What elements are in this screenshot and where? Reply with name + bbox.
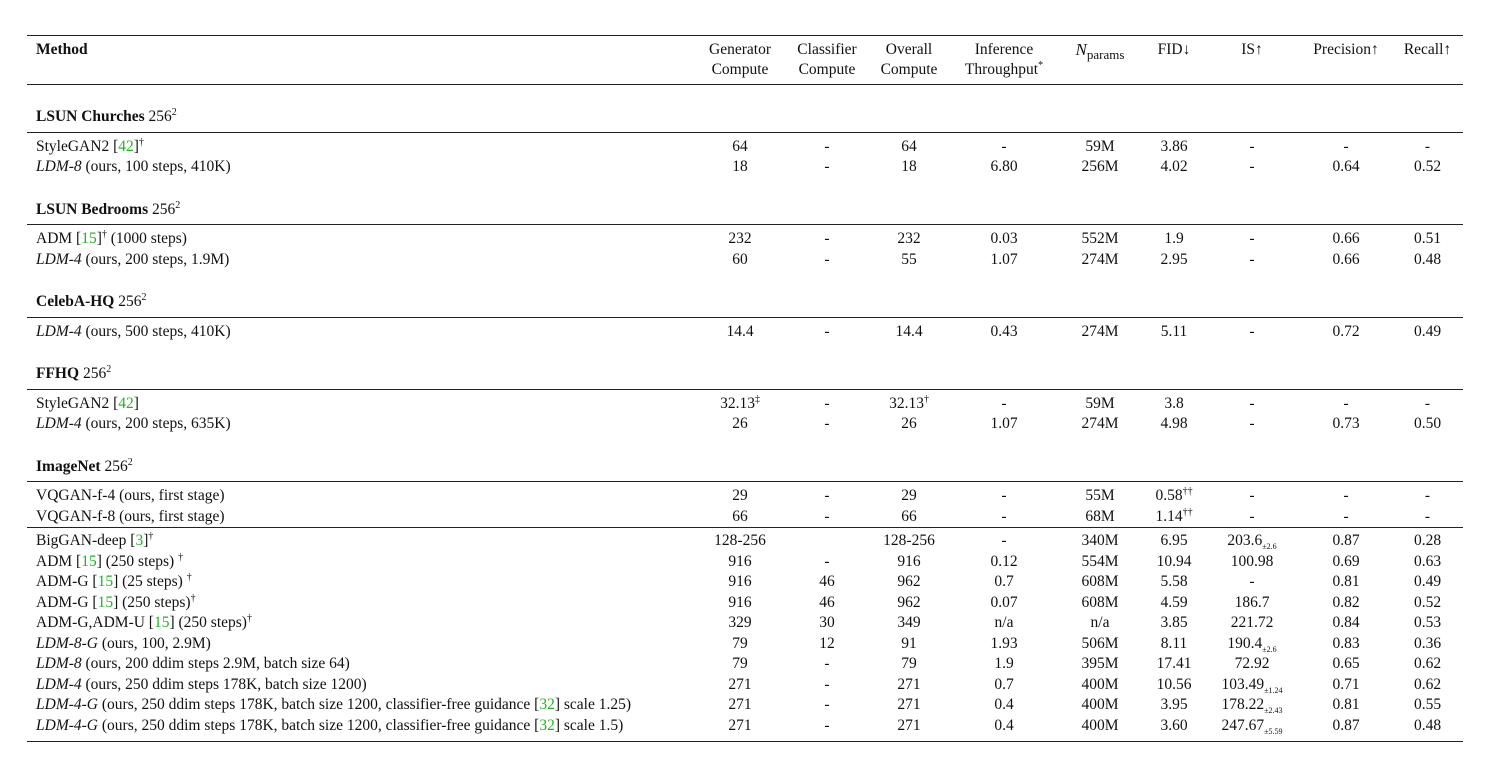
recall-cell: 0.62 — [1413, 675, 1442, 693]
is-cell: 186.7 — [1234, 593, 1270, 611]
overall-compute-cell: 349 — [897, 614, 921, 631]
recall-cell: 0.62 — [1413, 655, 1442, 672]
footnote-mark: † — [178, 551, 184, 563]
recall-cell: 0.48 — [1392, 716, 1463, 742]
generator-compute-cell: 271 — [728, 675, 752, 693]
method-cell: ADM [15] (250 steps) † — [36, 551, 184, 570]
group-header-row — [27, 342, 1463, 389]
citation-link: 42 — [118, 137, 134, 155]
is-std: ±2.43 — [1264, 706, 1283, 716]
is-cell: 221.72 — [1230, 614, 1274, 631]
fid-cell: 4.02 — [1160, 158, 1188, 175]
generator-compute-cell: 271 — [692, 716, 788, 742]
method-cell: LDM-4-G (ours, 250 ddim steps 178K, batch size 1200, classifier-free guidance [32] scale 1.5) — [27, 716, 692, 742]
classifier-compute-cell: - — [824, 655, 830, 672]
fid-cell: 0.58†† — [1144, 482, 1204, 507]
throughput-cell: - — [952, 528, 1056, 552]
citation-link: 15 — [97, 573, 114, 590]
generator-compute-cell: 79 — [732, 655, 748, 672]
classifier-compute-cell: - — [824, 250, 830, 268]
generator-compute-cell: 18 — [732, 158, 748, 175]
table-row — [27, 695, 1463, 716]
precision-cell: 0.73 — [1332, 415, 1360, 432]
header-overall-compute: Overall Compute — [880, 41, 938, 78]
method-cell: LDM-8-G (ours, 100, 2.9M) — [36, 634, 211, 652]
nparams-cell: 256M — [1081, 158, 1119, 175]
table-row — [27, 250, 1463, 271]
resolution-exponent: 2 — [171, 106, 177, 118]
throughput-cell: 1.93 — [990, 634, 1018, 652]
precision-cell: 0.66 — [1300, 225, 1392, 250]
nparams-cell: 554M — [1081, 552, 1119, 570]
precision-cell: 0.66 — [1332, 250, 1360, 268]
overall-compute-cell: 128-256 — [866, 528, 952, 552]
classifier-compute-cell: - — [788, 716, 866, 742]
fid-cell: 5.58 — [1160, 573, 1188, 590]
throughput-cell: 1.07 — [990, 250, 1018, 268]
generator-compute-cell: 916 — [728, 552, 752, 570]
group-title — [27, 178, 1463, 225]
fid-cell: 2.95 — [1160, 250, 1188, 268]
fid-cell: 3.60 — [1144, 716, 1204, 742]
nparams-cell: 400M — [1056, 716, 1144, 742]
table-row — [27, 507, 1463, 528]
dataset-name: LSUN Churches — [36, 108, 145, 125]
generator-compute-cell: 128-256 — [692, 528, 788, 552]
is-cell: - — [1249, 158, 1255, 175]
method-cell: VQGAN-f-8 (ours, first stage) — [36, 507, 225, 525]
nparams-cell: 395M — [1081, 655, 1119, 672]
header-method: Method — [36, 41, 88, 58]
overall-compute-cell: 32.13† — [866, 389, 952, 414]
is-std: ±2.6 — [1262, 542, 1277, 552]
group-header-row — [27, 85, 1463, 133]
dataset-name: ImageNet — [36, 457, 101, 475]
table-row — [27, 317, 1463, 342]
recall-cell: 0.53 — [1413, 614, 1442, 631]
generator-compute-cell: 232 — [692, 225, 788, 250]
overall-compute-cell: 14.4 — [866, 317, 952, 342]
table-row — [27, 634, 1463, 655]
throughput-cell: 0.7 — [994, 573, 1014, 590]
precision-cell: - — [1300, 132, 1392, 157]
precision-cell: 0.83 — [1332, 634, 1360, 652]
overall-compute-cell: 271 — [897, 696, 921, 713]
method-cell: LDM-8 (ours, 100 steps, 410K) — [36, 158, 231, 175]
nparams-cell: 608M — [1081, 573, 1119, 590]
nparams-cell: 400M — [1081, 675, 1119, 693]
superscript-mark: †† — [1182, 506, 1193, 518]
method-name-italic: LDM-4-G — [36, 696, 98, 713]
citation-link: 15 — [81, 230, 97, 247]
table-row — [27, 654, 1463, 675]
precision-cell: - — [1300, 482, 1392, 507]
overall-compute-cell: 29 — [866, 482, 952, 507]
nparams-cell: 59M — [1056, 132, 1144, 157]
method-cell: ADM-G,ADM-U [15] (250 steps)† — [36, 612, 252, 631]
method-cell: LDM-4 (ours, 250 ddim steps 178K, batch size 1200) — [36, 675, 367, 693]
throughput-cell: 0.7 — [994, 675, 1014, 693]
method-name-italic: LDM-8 — [36, 655, 82, 672]
table-row — [27, 225, 1463, 250]
classifier-compute-cell: 30 — [819, 614, 835, 631]
header-precision: Precision↑ — [1313, 41, 1379, 58]
precision-cell: - — [1300, 389, 1392, 414]
method-cell: LDM-4-G (ours, 250 ddim steps 178K, batch size 1200, classifier-free guidance [32] scale 1.25) — [36, 696, 631, 713]
overall-compute-cell: 916 — [897, 552, 921, 570]
method-cell: BigGAN-deep [3]† — [27, 528, 692, 552]
throughput-cell: 0.03 — [952, 225, 1056, 250]
fid-cell: 4.98 — [1160, 415, 1188, 432]
header-fid: FID↓ — [1157, 41, 1191, 58]
group-title — [27, 342, 1463, 389]
method-cell: LDM-4 (ours, 200 steps, 1.9M) — [36, 250, 230, 268]
method-name-italic: LDM-4-G — [36, 716, 98, 734]
generator-compute-cell: 271 — [728, 696, 752, 713]
method-cell: StyleGAN2 [42]† — [27, 132, 692, 157]
method-cell: VQGAN-f-4 (ours, first stage) — [27, 482, 692, 507]
recall-cell: 0.50 — [1413, 415, 1442, 432]
precision-cell: 0.82 — [1332, 593, 1360, 611]
nparams-cell: 506M — [1081, 634, 1119, 652]
classifier-compute-cell: 12 — [819, 634, 835, 652]
generator-compute-cell: 916 — [728, 573, 752, 590]
is-cell: - — [1204, 132, 1300, 157]
method-cell: LDM-8 (ours, 200 ddim steps 2.9M, batch size 64) — [36, 655, 350, 672]
throughput-cell: 1.07 — [990, 415, 1018, 432]
fid-cell: 8.11 — [1160, 634, 1188, 652]
overall-compute-cell: 26 — [901, 415, 917, 432]
nparams-cell: 68M — [1085, 507, 1115, 525]
throughput-cell: 0.4 — [952, 716, 1056, 742]
resolution: $256^2$ — [104, 456, 133, 475]
header-generator-compute: Generator Compute — [709, 41, 771, 78]
classifier-compute-cell: 46 — [819, 573, 835, 590]
table-row — [27, 132, 1463, 157]
method-cell: LDM-4 (ours, 200 steps, 635K) — [36, 415, 231, 432]
table-row — [27, 613, 1463, 634]
table-row — [27, 389, 1463, 414]
is-cell: $190.4_{\pm 2.6}$ — [1227, 634, 1277, 654]
header-is: IS↑ — [1241, 41, 1263, 58]
method-cell: ADM [15]† (1000 steps) — [27, 225, 692, 250]
method-cell: LDM-4 (ours, 500 steps, 410K) — [27, 317, 692, 342]
recall-cell: 0.28 — [1392, 528, 1463, 552]
classifier-compute-cell: - — [824, 415, 830, 432]
overall-compute-cell: 55 — [901, 250, 917, 268]
generator-compute-cell: 66 — [732, 507, 748, 525]
recall-cell: 0.49 — [1392, 317, 1463, 342]
group-header-row — [27, 270, 1463, 317]
method-cell: StyleGAN2 [42] — [27, 389, 692, 414]
is-cell: - — [1204, 482, 1300, 507]
group-title — [27, 270, 1463, 317]
fid-cell: 3.95 — [1160, 696, 1188, 713]
is-cell: 72.92 — [1234, 655, 1270, 672]
is-std: ±5.59 — [1264, 726, 1283, 736]
is-cell: - — [1249, 507, 1255, 525]
precision-cell: 0.81 — [1332, 573, 1360, 590]
fid-cell: 1.9 — [1144, 225, 1204, 250]
fid-cell: 6.95 — [1144, 528, 1204, 552]
overall-compute-cell: 232 — [866, 225, 952, 250]
is-cell: $178.22_{\pm 2.43}$ — [1221, 696, 1283, 716]
classifier-compute-cell: - — [824, 696, 830, 713]
table-row — [27, 552, 1463, 573]
generator-compute-cell: 79 — [732, 634, 748, 652]
superscript-mark: † — [923, 393, 929, 405]
throughput-cell: 6.80 — [990, 158, 1018, 175]
generator-compute-cell: 26 — [732, 415, 748, 432]
throughput-cell: - — [952, 389, 1056, 414]
recall-cell: 0.48 — [1413, 250, 1442, 268]
classifier-compute-cell: - — [824, 158, 830, 175]
fid-cell: 3.86 — [1144, 132, 1204, 157]
group-header-row — [27, 178, 1463, 225]
is-cell: - — [1204, 389, 1300, 414]
resolution-exponent: 2 — [175, 199, 181, 211]
throughput-cell: 0.4 — [994, 696, 1014, 713]
classifier-compute-cell: - — [788, 389, 866, 414]
method-cell: ADM-G [15] (25 steps) † — [36, 571, 192, 590]
classifier-compute-cell: - — [824, 507, 830, 525]
precision-cell: 0.87 — [1300, 528, 1392, 552]
group-header-row — [27, 435, 1463, 482]
overall-compute-cell: 66 — [901, 507, 917, 525]
fid-cell: 3.8 — [1144, 389, 1204, 414]
recall-cell: - — [1392, 389, 1463, 414]
results-table — [27, 35, 1463, 742]
fid-cell: 1.14†† — [1155, 506, 1193, 525]
superscript-mark: ‡ — [754, 393, 760, 405]
table-row — [27, 528, 1463, 552]
results-table-container — [27, 35, 1463, 742]
fid-cell: 5.11 — [1144, 317, 1204, 342]
recall-cell: 0.55 — [1413, 696, 1442, 713]
nparams-cell: 274M — [1081, 250, 1119, 268]
generator-compute-cell: 60 — [732, 250, 748, 268]
generator-compute-cell: 14.4 — [692, 317, 788, 342]
precision-cell: 0.71 — [1332, 675, 1360, 693]
precision-cell: 0.64 — [1332, 158, 1360, 175]
overall-compute-cell: 64 — [866, 132, 952, 157]
recall-cell: 0.52 — [1413, 593, 1442, 611]
header-nparams: $N_{params}$ — [1075, 40, 1125, 63]
table-row — [27, 675, 1463, 696]
table-row — [27, 414, 1463, 435]
precision-cell: 0.84 — [1332, 614, 1360, 631]
classifier-compute-cell: - — [788, 132, 866, 157]
overall-compute-cell: 18 — [901, 158, 917, 175]
dataset-name: CelebA-HQ — [36, 293, 115, 310]
recall-cell: - — [1392, 482, 1463, 507]
recall-cell: 0.36 — [1413, 634, 1442, 652]
header-classifier-compute: Classifier Compute — [797, 41, 857, 78]
classifier-compute-cell: - — [824, 552, 830, 570]
nparams-cell: 274M — [1081, 415, 1119, 432]
group-title — [27, 85, 1463, 133]
nparams-cell: 274M — [1056, 317, 1144, 342]
group-title — [27, 435, 1463, 482]
recall-cell: 0.52 — [1413, 158, 1442, 175]
table-row — [27, 482, 1463, 507]
classifier-compute-cell: - — [788, 317, 866, 342]
nparams-cell: 55M — [1056, 482, 1144, 507]
dataset-name: FFHQ — [36, 365, 80, 382]
method-name-italic: LDM-4 — [36, 322, 82, 340]
generator-compute-cell: 29 — [692, 482, 788, 507]
resolution: $256^2$ — [82, 363, 112, 382]
is-cell: - — [1249, 573, 1255, 590]
recall-cell: 0.49 — [1413, 573, 1442, 590]
fid-cell: 17.41 — [1156, 655, 1192, 672]
throughput-cell: - — [952, 132, 1056, 157]
nparams-cell: n/a — [1090, 614, 1110, 631]
throughput-cell: - — [952, 482, 1056, 507]
method-name-italic: LDM-4 — [36, 415, 82, 432]
is-cell: $247.67_{\pm 5.59}$ — [1204, 716, 1300, 742]
classifier-compute-cell: - — [788, 482, 866, 507]
is-cell: - — [1249, 415, 1255, 432]
method-cell: ADM-G [15] (250 steps)† — [36, 592, 196, 611]
classifier-compute-cell — [788, 528, 866, 552]
throughput-cell: n/a — [994, 614, 1014, 631]
classifier-compute-cell: - — [824, 675, 830, 693]
recall-cell: 0.51 — [1392, 225, 1463, 250]
is-cell: - — [1204, 317, 1300, 342]
overall-compute-cell: 962 — [897, 593, 921, 611]
overall-compute-cell: 79 — [901, 655, 917, 672]
resolution: $256^2$ — [148, 106, 177, 125]
generator-compute-cell: 329 — [728, 614, 752, 631]
overall-compute-cell: 271 — [897, 675, 921, 693]
throughput-cell: 1.9 — [994, 655, 1014, 672]
nparams-cell: 340M — [1056, 528, 1144, 552]
resolution-exponent: 2 — [141, 291, 147, 303]
is-cell: $103.49_{\pm 1.24}$ — [1221, 675, 1283, 695]
method-name-italic: LDM-4 — [36, 250, 82, 268]
recall-cell: - — [1392, 132, 1463, 157]
table-row — [27, 157, 1463, 178]
precision-cell: 0.87 — [1300, 716, 1392, 742]
citation-link: 15 — [97, 593, 114, 611]
citation-link: 3 — [135, 532, 144, 549]
nparams-cell: 59M — [1056, 389, 1144, 414]
overall-compute-cell: 962 — [897, 573, 921, 590]
generator-compute-cell: 32.13‡ — [692, 389, 788, 414]
precision-cell: 0.65 — [1332, 655, 1360, 672]
table-row — [27, 572, 1463, 593]
throughput-cell: - — [1001, 507, 1007, 525]
footnote-mark: † — [101, 228, 107, 240]
method-name-italic: LDM-4 — [36, 675, 82, 693]
precision-cell: 0.72 — [1300, 317, 1392, 342]
is-cell: $203.6_{\pm 2.6}$ — [1204, 528, 1300, 552]
header-recall: Recall↑ — [1403, 41, 1452, 58]
is-cell: - — [1249, 250, 1255, 268]
method-name-italic: LDM-8 — [36, 158, 82, 175]
classifier-compute-cell: - — [788, 225, 866, 250]
citation-link: 15 — [153, 614, 170, 631]
throughput-cell: 0.12 — [990, 552, 1018, 570]
footnote-mark: † — [246, 612, 252, 624]
citation-link: 32 — [539, 716, 555, 734]
citation-link: 32 — [539, 696, 555, 713]
generator-compute-cell: 64 — [692, 132, 788, 157]
fid-cell: 10.56 — [1156, 675, 1192, 693]
dataset-name: LSUN Bedrooms — [36, 200, 149, 218]
throughput-cell: 0.43 — [952, 317, 1056, 342]
header-row — [27, 36, 1463, 85]
precision-cell: 0.69 — [1332, 552, 1360, 570]
overall-compute-cell: 271 — [866, 716, 952, 742]
precision-cell: - — [1343, 507, 1349, 525]
is-cell: 100.98 — [1230, 552, 1274, 570]
table-row — [27, 716, 1463, 742]
table-row — [27, 593, 1463, 614]
recall-cell: - — [1424, 507, 1431, 525]
overall-compute-cell: 91 — [901, 634, 917, 652]
citation-link: 42 — [118, 394, 134, 412]
is-cell: - — [1204, 225, 1300, 250]
classifier-compute-cell: 46 — [819, 593, 835, 611]
footnote-mark: † — [138, 136, 144, 148]
precision-cell: 0.81 — [1332, 696, 1360, 713]
fid-cell: 3.85 — [1160, 614, 1188, 631]
footnote-mark: † — [186, 571, 192, 583]
fid-cell: 10.94 — [1156, 552, 1192, 570]
footnote-mark: † — [190, 592, 196, 604]
superscript-mark: †† — [1182, 485, 1193, 497]
resolution: $256^2$ — [151, 199, 181, 218]
is-std: ±1.24 — [1264, 685, 1283, 695]
header-inference-throughput: Inference Throughput* — [964, 41, 1044, 78]
resolution: $256^2$ — [118, 291, 147, 310]
is-std: ±2.6 — [1262, 644, 1277, 654]
nparams-cell: 608M — [1081, 593, 1119, 611]
method-name-italic: LDM-8-G — [36, 634, 98, 652]
throughput-cell: 0.07 — [990, 593, 1018, 611]
footnote-mark: † — [148, 530, 154, 542]
citation-link: 15 — [81, 552, 97, 570]
nparams-cell: 400M — [1081, 696, 1119, 713]
resolution-exponent: 2 — [106, 363, 112, 375]
resolution-exponent: 2 — [127, 456, 133, 468]
nparams-cell: 552M — [1056, 225, 1144, 250]
generator-compute-cell: 916 — [728, 593, 752, 611]
recall-cell: 0.63 — [1413, 552, 1442, 570]
fid-cell: 4.59 — [1160, 593, 1188, 611]
